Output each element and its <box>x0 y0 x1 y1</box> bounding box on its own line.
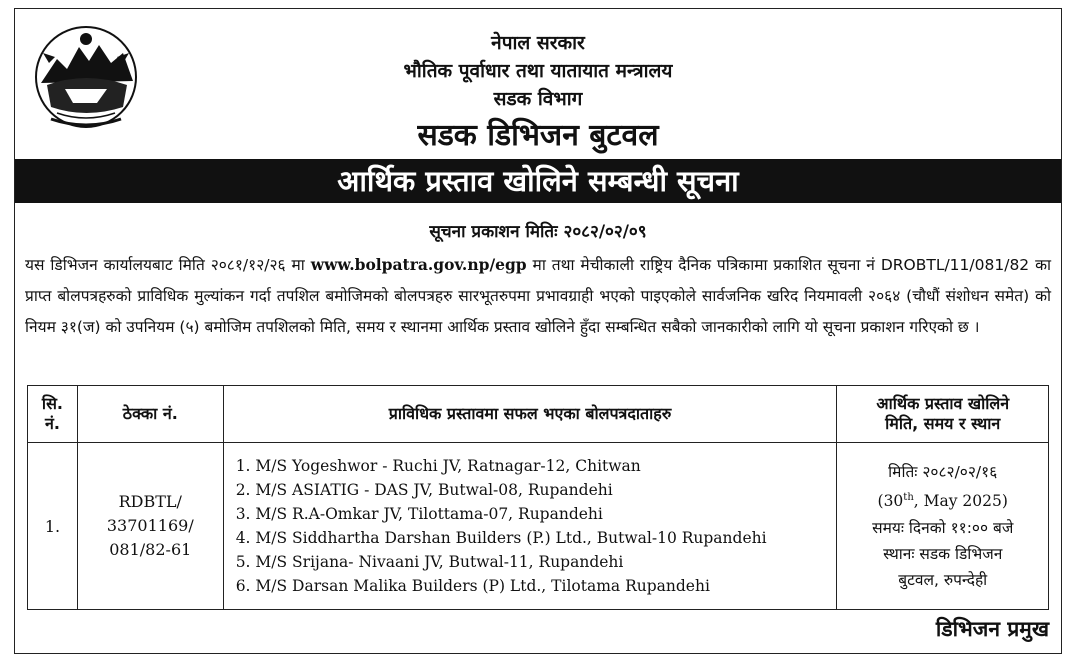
notice-header <box>15 9 1061 155</box>
header-schedule: आर्थिक प्रस्ताव खोलिने मिति, समय र स्थान <box>837 386 1049 443</box>
signoff: डिभिजन प्रमुख <box>935 617 1049 641</box>
header-bidders: प्राविधिक प्रस्तावमा सफल भएका बोलपत्रदाताहरु <box>223 386 837 443</box>
body-text-part2: मा तथा मेचीकाली राष्ट्रिय दैनिक पत्रिकामा प्रकाशित सूचना नं DROBTL/11/081/82 का प्राप्त बोलपत्रहरुको प्राविधिक मुल्यांकन गर्दा तपशिल बमोजिमको बोलपत्रहरु सारभूतरुपमा प्रभावग्राही भएको पाइएकोले सार्वजनिक खरिद नियमावली २०६४ (चौधौं संशोधन समेत) को नियम ३१(ज) को उपनियम (५) बमोजिम तपशिलको मिति, समय र स्थानमा आर्थिक प्रस्ताव खोलिने हुँदा सम्बन्धित सबैको जानकारीको लागि यो सूचना प्रकाशन गरिएको छ । <box>25 256 1051 336</box>
schedule-place-line2: बुटवल, रुपन्देही <box>898 570 988 589</box>
table-header-row <box>28 386 1049 443</box>
list-item: 4. M/S Siddhartha Darshan Builders (P.) Ltd., Butwal-10 Rupandehi <box>235 529 767 547</box>
notice-title: आर्थिक प्रस्ताव खोलिने सम्बन्धी सूचना <box>15 159 1061 203</box>
notice-body <box>25 249 1051 343</box>
schedule-time: समयः दिनको ११:०० बजे <box>872 518 1014 537</box>
row-bidders-list <box>223 443 837 610</box>
publication-date: सूचना प्रकाशन मितिः २०८२/०२/०९ <box>429 222 647 242</box>
list-item: 3. M/S R.A-Omkar JV, Tilottama-07, Rupandehi <box>235 505 603 523</box>
table-row <box>28 443 1049 610</box>
schedule-place: स्थानः सडक डिभिजन <box>883 544 1003 563</box>
row-schedule <box>837 443 1049 610</box>
ministry-name: भौतिक पूर्वाधार तथा यातायात मन्त्रालय <box>403 60 673 82</box>
bidders-table <box>27 385 1049 610</box>
schedule-date-english: (30th, May 2025) <box>877 492 1008 511</box>
list-item: 2. M/S ASIATIG - DAS JV, Butwal-08, Rupandehi <box>235 481 613 499</box>
egp-link[interactable]: www.bolpatra.gov.np/egp <box>310 255 527 274</box>
header-contract: ठेक्का नं. <box>77 386 223 443</box>
row-sn: 1. <box>28 443 78 610</box>
office-name: सडक डिभिजन बुटवल <box>417 118 659 153</box>
body-text-part1: यस डिभिजन कार्यालयबाट मिति २०८१/१२/२६ मा <box>25 256 311 274</box>
row-contract-number: RDBTL/ 33701169/ 081/82-61 <box>77 443 223 610</box>
list-item: 1. M/S Yogeshwor - Ruchi JV, Ratnagar-12, Chitwan <box>235 457 641 475</box>
list-item: 6. M/S Darsan Malika Builders (P) Ltd., Tilotama Rupandehi <box>235 577 710 595</box>
notice-frame <box>14 8 1062 654</box>
list-item: 5. M/S Srijana- Nivaani JV, Butwal-11, Rupandehi <box>235 553 624 571</box>
department-name: सडक विभाग <box>493 88 583 110</box>
header-sn: सि. नं. <box>28 386 78 443</box>
schedule-date: मितिः २०८२/०२/१६ <box>888 463 998 482</box>
government-name: नेपाल सरकार <box>491 32 585 54</box>
